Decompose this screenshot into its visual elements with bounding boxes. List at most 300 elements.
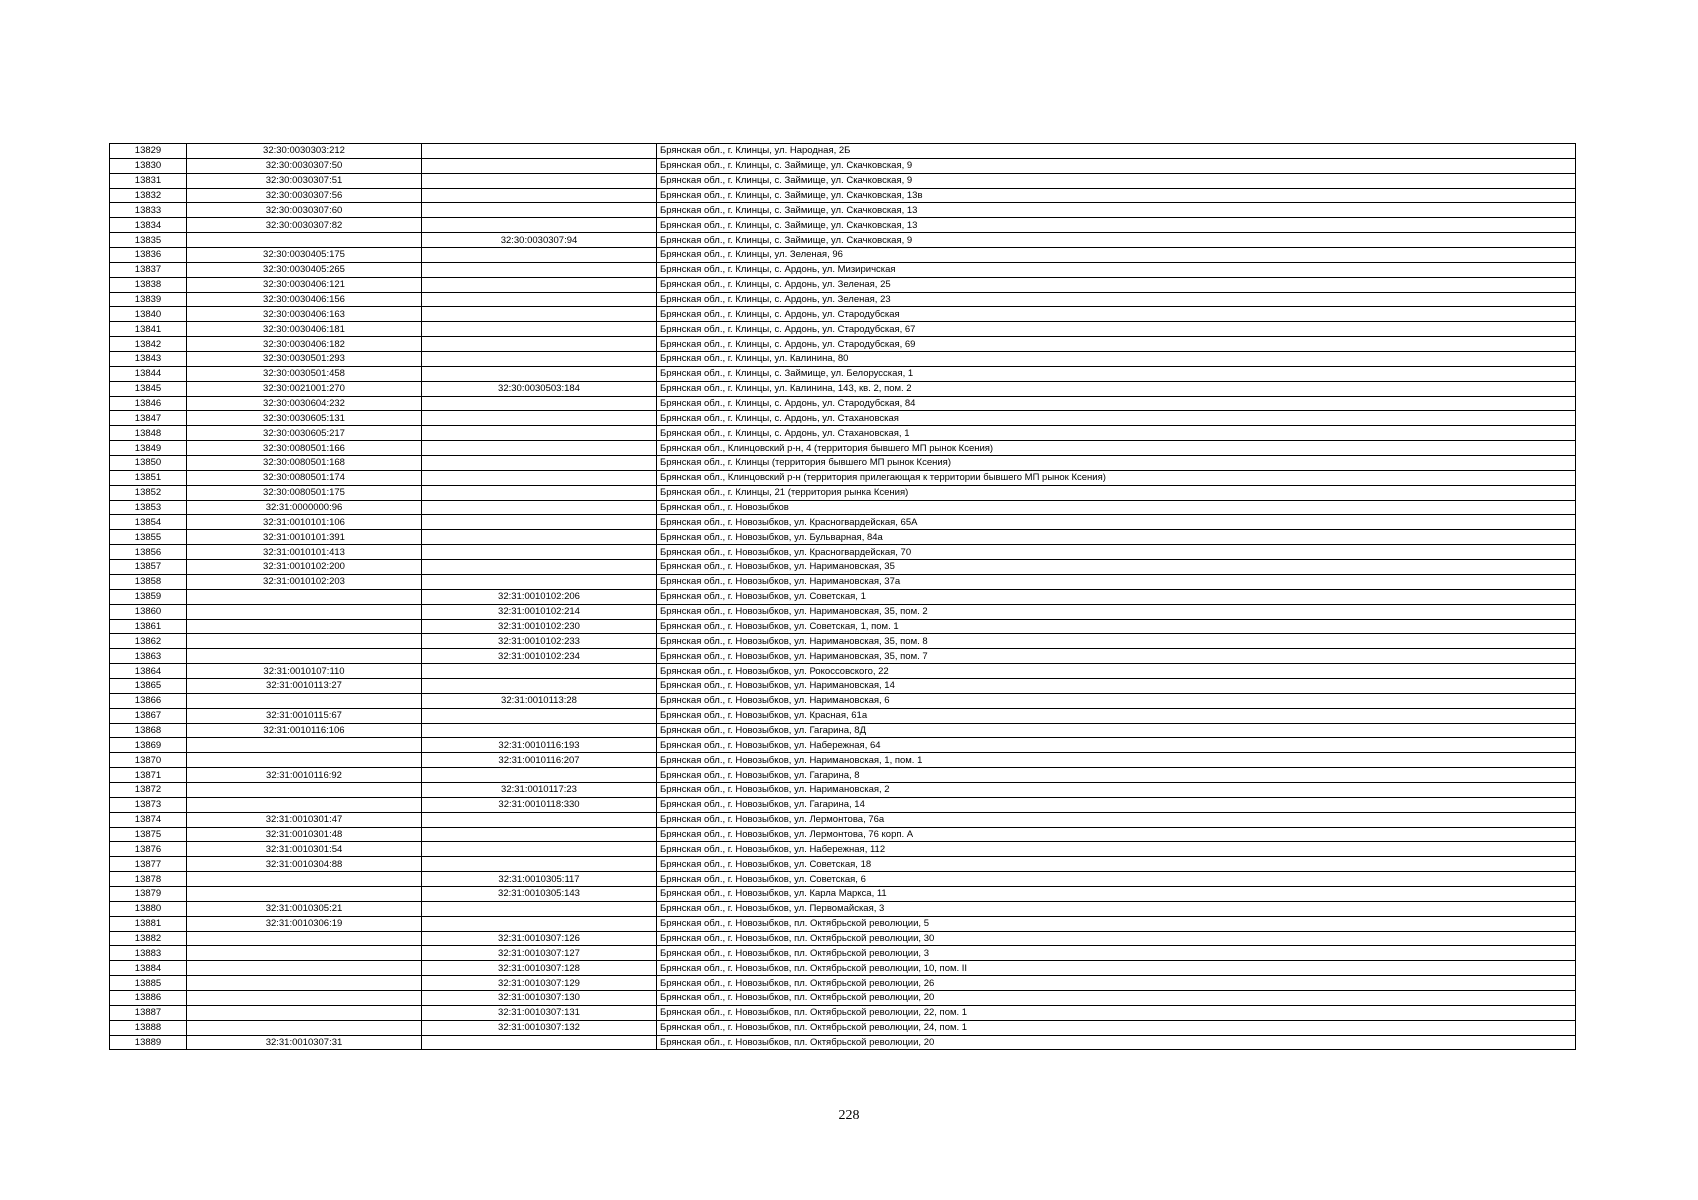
row-number-cell: 13857	[110, 560, 187, 575]
table-row	[110, 649, 1576, 664]
row-number-cell: 13876	[110, 842, 187, 857]
cadastral-number-cell: 32:31:0010116:92	[187, 768, 422, 783]
address-cell: Брянская обл., г. Клинцы, ул. Калинина, 143, кв. 2, пом. 2	[657, 381, 1576, 396]
table-row	[110, 500, 1576, 515]
table-row	[110, 277, 1576, 292]
row-number-cell: 13853	[110, 500, 187, 515]
cadastral-number-cell: 32:31:0010301:48	[187, 827, 422, 842]
table-row	[110, 456, 1576, 471]
table-row	[110, 485, 1576, 500]
table-row	[110, 307, 1576, 322]
cadastral-number-cell: 32:30:0030501:458	[187, 366, 422, 381]
cadastral-number-cell: 32:30:0030307:82	[187, 218, 422, 233]
row-number-cell: 13873	[110, 797, 187, 812]
address-cell: Брянская обл., г. Новозыбков, ул. Советская, 1	[657, 589, 1576, 604]
table-row	[110, 574, 1576, 589]
table-row	[110, 842, 1576, 857]
table-row	[110, 322, 1576, 337]
table-row	[110, 753, 1576, 768]
row-number-cell: 13846	[110, 396, 187, 411]
related-cadastral-number-cell	[422, 441, 657, 456]
cadastral-number-cell: 32:30:0030307:51	[187, 173, 422, 188]
table-row	[110, 545, 1576, 560]
address-cell: Брянская обл., г. Клинцы, с. Ардонь, ул. Стародубская	[657, 307, 1576, 322]
row-number-cell: 13831	[110, 173, 187, 188]
related-cadastral-number-cell	[422, 545, 657, 560]
table-row	[110, 664, 1576, 679]
row-number-cell: 13829	[110, 144, 187, 159]
related-cadastral-number-cell	[422, 203, 657, 218]
row-number-cell: 13882	[110, 931, 187, 946]
table-row	[110, 782, 1576, 797]
related-cadastral-number-cell	[422, 857, 657, 872]
cadastral-number-cell: 32:31:0010101:391	[187, 530, 422, 545]
address-cell: Брянская обл., г. Клинцы, с. Ардонь, ул. Зеленая, 23	[657, 292, 1576, 307]
address-cell: Брянская обл., г. Клинцы, с. Займище, ул. Скачковская, 13	[657, 218, 1576, 233]
row-number-cell: 13885	[110, 976, 187, 991]
cadastral-number-cell: 32:30:0030605:217	[187, 426, 422, 441]
row-number-cell: 13841	[110, 322, 187, 337]
related-cadastral-number-cell	[422, 396, 657, 411]
row-number-cell: 13850	[110, 456, 187, 471]
cadastral-number-cell: 32:31:0010101:106	[187, 515, 422, 530]
address-cell: Брянская обл., г. Клинцы, с. Ардонь, ул. Стахановская, 1	[657, 426, 1576, 441]
related-cadastral-number-cell	[422, 470, 657, 485]
table-row	[110, 827, 1576, 842]
address-cell: Брянская обл., г. Клинцы, с. Займище, ул. Белорусская, 1	[657, 366, 1576, 381]
row-number-cell: 13836	[110, 248, 187, 263]
row-number-cell: 13874	[110, 812, 187, 827]
cadastral-number-cell: 32:30:0030406:181	[187, 322, 422, 337]
row-number-cell: 13834	[110, 218, 187, 233]
related-cadastral-number-cell	[422, 322, 657, 337]
cadastral-number-cell: 32:30:0080501:168	[187, 456, 422, 471]
address-cell: Брянская обл., г. Новозыбков, пл. Октябрьской революции, 5	[657, 916, 1576, 931]
cadastral-number-cell	[187, 946, 422, 961]
cadastral-number-cell: 32:30:0030501:293	[187, 352, 422, 367]
related-cadastral-number-cell	[422, 723, 657, 738]
row-number-cell: 13854	[110, 515, 187, 530]
table-row	[110, 604, 1576, 619]
row-number-cell: 13844	[110, 366, 187, 381]
cadastral-number-cell: 32:31:0010113:27	[187, 678, 422, 693]
row-number-cell: 13877	[110, 857, 187, 872]
row-number-cell: 13886	[110, 990, 187, 1005]
cadastral-number-cell: 32:31:0010116:106	[187, 723, 422, 738]
table-row	[110, 381, 1576, 396]
cadastral-number-cell	[187, 931, 422, 946]
related-cadastral-number-cell	[422, 678, 657, 693]
row-number-cell: 13832	[110, 188, 187, 203]
table-row	[110, 218, 1576, 233]
related-cadastral-number-cell	[422, 530, 657, 545]
related-cadastral-number-cell	[422, 158, 657, 173]
row-number-cell: 13837	[110, 262, 187, 277]
cadastral-number-cell: 32:30:0030303:212	[187, 144, 422, 159]
related-cadastral-number-cell	[422, 456, 657, 471]
related-cadastral-number-cell	[422, 664, 657, 679]
related-cadastral-number-cell	[422, 218, 657, 233]
row-number-cell: 13842	[110, 337, 187, 352]
related-cadastral-number-cell: 32:31:0010102:233	[422, 634, 657, 649]
row-number-cell: 13856	[110, 545, 187, 560]
address-cell: Брянская обл., г. Новозыбков, пл. Октябрьской революции, 26	[657, 976, 1576, 991]
related-cadastral-number-cell: 32:30:0030503:184	[422, 381, 657, 396]
row-number-cell: 13849	[110, 441, 187, 456]
row-number-cell: 13847	[110, 411, 187, 426]
address-cell: Брянская обл., г. Новозыбков, ул. Гагарина, 8Д	[657, 723, 1576, 738]
address-cell: Брянская обл., г. Новозыбков, ул. Советская, 18	[657, 857, 1576, 872]
cadastral-number-cell: 32:30:0080501:175	[187, 485, 422, 500]
row-number-cell: 13887	[110, 1005, 187, 1020]
cadastral-number-cell	[187, 1005, 422, 1020]
address-cell: Брянская обл., г. Клинцы, с. Займище, ул. Скачковская, 9	[657, 233, 1576, 248]
related-cadastral-number-cell	[422, 812, 657, 827]
related-cadastral-number-cell	[422, 500, 657, 515]
address-cell: Брянская обл., г. Новозыбков, ул. Наримановская, 2	[657, 782, 1576, 797]
row-number-cell: 13878	[110, 872, 187, 887]
address-cell: Брянская обл., г. Новозыбков, пл. Октябрьской революции, 20	[657, 1035, 1576, 1050]
related-cadastral-number-cell	[422, 292, 657, 307]
related-cadastral-number-cell	[422, 1035, 657, 1050]
table-row	[110, 292, 1576, 307]
related-cadastral-number-cell: 32:31:0010102:230	[422, 619, 657, 634]
related-cadastral-number-cell	[422, 515, 657, 530]
related-cadastral-number-cell	[422, 352, 657, 367]
related-cadastral-number-cell: 32:31:0010307:130	[422, 990, 657, 1005]
address-cell: Брянская обл., г. Клинцы, с. Ардонь, ул. Зеленая, 25	[657, 277, 1576, 292]
row-number-cell: 13884	[110, 961, 187, 976]
row-number-cell: 13843	[110, 352, 187, 367]
address-cell: Брянская обл., г. Новозыбков, ул. Наримановская, 35, пом. 8	[657, 634, 1576, 649]
table-row	[110, 470, 1576, 485]
table-row	[110, 188, 1576, 203]
row-number-cell: 13830	[110, 158, 187, 173]
cadastral-number-cell: 32:31:0010107:110	[187, 664, 422, 679]
table-row	[110, 634, 1576, 649]
table-row	[110, 396, 1576, 411]
table-row	[110, 560, 1576, 575]
related-cadastral-number-cell: 32:31:0010116:193	[422, 738, 657, 753]
table-row	[110, 812, 1576, 827]
table-row	[110, 233, 1576, 248]
row-number-cell: 13848	[110, 426, 187, 441]
cadastral-number-cell: 32:31:0010305:21	[187, 901, 422, 916]
address-cell: Брянская обл., г. Новозыбков, ул. Рокоссовского, 22	[657, 664, 1576, 679]
cadastral-number-cell: 32:30:0030307:60	[187, 203, 422, 218]
address-cell: Брянская обл., г. Клинцы, с. Займище, ул. Скачковская, 9	[657, 173, 1576, 188]
table-row	[110, 619, 1576, 634]
property-register-table	[109, 143, 1576, 1050]
address-cell: Брянская обл., г. Новозыбков, ул. Набережная, 112	[657, 842, 1576, 857]
related-cadastral-number-cell	[422, 916, 657, 931]
address-cell: Брянская обл., г. Клинцы, ул. Народная, 2Б	[657, 144, 1576, 159]
cadastral-number-cell	[187, 634, 422, 649]
related-cadastral-number-cell	[422, 901, 657, 916]
table-row	[110, 366, 1576, 381]
address-cell: Брянская обл., г. Новозыбков, ул. Первомайская, 3	[657, 901, 1576, 916]
address-cell: Брянская обл., г. Новозыбков, ул. Наримановская, 35, пом. 7	[657, 649, 1576, 664]
address-cell: Брянская обл., г. Новозыбков, ул. Красногвардейская, 70	[657, 545, 1576, 560]
row-number-cell: 13871	[110, 768, 187, 783]
cadastral-number-cell: 32:30:0021001:270	[187, 381, 422, 396]
related-cadastral-number-cell	[422, 144, 657, 159]
table-row	[110, 976, 1576, 991]
cadastral-number-cell: 32:30:0030406:163	[187, 307, 422, 322]
cadastral-number-cell: 32:31:0010306:19	[187, 916, 422, 931]
table-row	[110, 738, 1576, 753]
cadastral-number-cell	[187, 693, 422, 708]
related-cadastral-number-cell: 32:31:0010307:127	[422, 946, 657, 961]
row-number-cell: 13880	[110, 901, 187, 916]
row-number-cell: 13860	[110, 604, 187, 619]
table-row	[110, 946, 1576, 961]
cadastral-number-cell: 32:30:0030604:232	[187, 396, 422, 411]
table-row	[110, 901, 1576, 916]
related-cadastral-number-cell	[422, 768, 657, 783]
address-cell: Брянская обл., г. Клинцы, ул. Зеленая, 96	[657, 248, 1576, 263]
address-cell: Брянская обл., г. Клинцы, с. Ардонь, ул. Стародубская, 84	[657, 396, 1576, 411]
address-cell: Брянская обл., г. Новозыбков	[657, 500, 1576, 515]
cadastral-number-cell: 32:30:0030405:175	[187, 248, 422, 263]
row-number-cell: 13865	[110, 678, 187, 693]
address-cell: Брянская обл., г. Клинцы, ул. Калинина, 80	[657, 352, 1576, 367]
related-cadastral-number-cell: 32:31:0010307:128	[422, 961, 657, 976]
cadastral-number-cell	[187, 961, 422, 976]
table-row	[110, 678, 1576, 693]
address-cell: Брянская обл., г. Клинцы, с. Ардонь, ул. Стахановская	[657, 411, 1576, 426]
cadastral-number-cell: 32:30:0080501:166	[187, 441, 422, 456]
cadastral-number-cell: 32:30:0030405:265	[187, 262, 422, 277]
address-cell: Брянская обл., г. Клинцы, с. Займище, ул. Скачковская, 9	[657, 158, 1576, 173]
row-number-cell: 13872	[110, 782, 187, 797]
row-number-cell: 13868	[110, 723, 187, 738]
cadastral-number-cell	[187, 872, 422, 887]
cadastral-number-cell	[187, 753, 422, 768]
table-row	[110, 441, 1576, 456]
table-row	[110, 990, 1576, 1005]
table-row	[110, 530, 1576, 545]
related-cadastral-number-cell: 32:31:0010113:28	[422, 693, 657, 708]
cadastral-number-cell	[187, 976, 422, 991]
address-cell: Брянская обл., г. Клинцы, 21 (территория рынка Ксения)	[657, 485, 1576, 500]
page-number: 228	[838, 1108, 860, 1123]
related-cadastral-number-cell: 32:30:0030307:94	[422, 233, 657, 248]
table-row	[110, 173, 1576, 188]
cadastral-number-cell	[187, 589, 422, 604]
address-cell: Брянская обл., г. Новозыбков, пл. Октябрьской революции, 10, пом. II	[657, 961, 1576, 976]
table-row	[110, 886, 1576, 901]
table-row	[110, 857, 1576, 872]
row-number-cell: 13869	[110, 738, 187, 753]
cadastral-number-cell	[187, 233, 422, 248]
cadastral-number-cell: 32:31:0010101:413	[187, 545, 422, 560]
cadastral-number-cell: 32:31:0010102:200	[187, 560, 422, 575]
table-body	[110, 144, 1576, 1050]
cadastral-number-cell: 32:31:0010307:31	[187, 1035, 422, 1050]
cadastral-number-cell: 32:31:0010301:54	[187, 842, 422, 857]
table-row	[110, 144, 1576, 159]
address-cell: Брянская обл., г. Новозыбков, ул. Наримановская, 37а	[657, 574, 1576, 589]
row-number-cell: 13851	[110, 470, 187, 485]
cadastral-number-cell: 32:31:0010304:88	[187, 857, 422, 872]
address-cell: Брянская обл., г. Новозыбков, пл. Октябрьской революции, 24, пом. 1	[657, 1020, 1576, 1035]
address-cell: Брянская обл., г. Новозыбков, ул. Бульварная, 84а	[657, 530, 1576, 545]
table-row	[110, 1020, 1576, 1035]
address-cell: Брянская обл., г. Новозыбков, ул. Красногвардейская, 65А	[657, 515, 1576, 530]
related-cadastral-number-cell	[422, 426, 657, 441]
row-number-cell: 13859	[110, 589, 187, 604]
cadastral-number-cell: 32:30:0030406:156	[187, 292, 422, 307]
row-number-cell: 13867	[110, 708, 187, 723]
address-cell: Брянская обл., г. Новозыбков, ул. Наримановская, 1, пом. 1	[657, 753, 1576, 768]
address-cell: Брянская обл., г. Новозыбков, ул. Наримановская, 35, пом. 2	[657, 604, 1576, 619]
address-cell: Брянская обл., г. Клинцы, с. Займище, ул. Скачковская, 13	[657, 203, 1576, 218]
related-cadastral-number-cell	[422, 337, 657, 352]
related-cadastral-number-cell: 32:31:0010307:132	[422, 1020, 657, 1035]
row-number-cell: 13875	[110, 827, 187, 842]
address-cell: Брянская обл., г. Новозыбков, пл. Октябрьской революции, 22, пом. 1	[657, 1005, 1576, 1020]
row-number-cell: 13840	[110, 307, 187, 322]
related-cadastral-number-cell: 32:31:0010307:129	[422, 976, 657, 991]
address-cell: Брянская обл., г. Новозыбков, ул. Гагарина, 8	[657, 768, 1576, 783]
address-cell: Брянская обл., г. Новозыбков, ул. Советская, 6	[657, 872, 1576, 887]
row-number-cell: 13863	[110, 649, 187, 664]
cadastral-number-cell	[187, 797, 422, 812]
address-cell: Брянская обл., г. Новозыбков, ул. Лермонтова, 76а	[657, 812, 1576, 827]
address-cell: Брянская обл., г. Клинцы, с. Ардонь, ул. Стародубская, 69	[657, 337, 1576, 352]
row-number-cell: 13881	[110, 916, 187, 931]
address-cell: Брянская обл., г. Клинцы (территория бывшего МП рынок Ксения)	[657, 456, 1576, 471]
table-row	[110, 768, 1576, 783]
cadastral-number-cell: 32:30:0080501:174	[187, 470, 422, 485]
cadastral-number-cell	[187, 619, 422, 634]
address-cell: Брянская обл., г. Новозыбков, пл. Октябрьской революции, 30	[657, 931, 1576, 946]
cadastral-number-cell: 32:31:0010102:203	[187, 574, 422, 589]
address-cell: Брянская обл., г. Новозыбков, ул. Карла Маркса, 11	[657, 886, 1576, 901]
address-cell: Брянская обл., г. Клинцы, с. Ардонь, ул. Стародубская, 67	[657, 322, 1576, 337]
table-row	[110, 589, 1576, 604]
related-cadastral-number-cell: 32:31:0010307:126	[422, 931, 657, 946]
cadastral-number-cell: 32:31:0010115:67	[187, 708, 422, 723]
cadastral-number-cell	[187, 738, 422, 753]
table-row	[110, 411, 1576, 426]
table-row	[110, 708, 1576, 723]
related-cadastral-number-cell: 32:31:0010116:207	[422, 753, 657, 768]
table-row	[110, 248, 1576, 263]
row-number-cell: 13866	[110, 693, 187, 708]
table-row	[110, 872, 1576, 887]
related-cadastral-number-cell	[422, 307, 657, 322]
row-number-cell: 13879	[110, 886, 187, 901]
address-cell: Брянская обл., г. Новозыбков, ул. Красная, 61а	[657, 708, 1576, 723]
related-cadastral-number-cell	[422, 842, 657, 857]
row-number-cell: 13838	[110, 277, 187, 292]
address-cell: Брянская обл., г. Новозыбков, ул. Наримановская, 14	[657, 678, 1576, 693]
table-row	[110, 158, 1576, 173]
related-cadastral-number-cell: 32:31:0010102:214	[422, 604, 657, 619]
related-cadastral-number-cell	[422, 188, 657, 203]
table-row	[110, 797, 1576, 812]
related-cadastral-number-cell	[422, 173, 657, 188]
table-row	[110, 426, 1576, 441]
address-cell: Брянская обл., Клинцовский р-н, 4 (территория бывшего МП рынок Ксения)	[657, 441, 1576, 456]
related-cadastral-number-cell: 32:31:0010102:234	[422, 649, 657, 664]
row-number-cell: 13888	[110, 1020, 187, 1035]
related-cadastral-number-cell	[422, 485, 657, 500]
address-cell: Брянская обл., г. Новозыбков, пл. Октябрьской революции, 20	[657, 990, 1576, 1005]
table-row	[110, 961, 1576, 976]
address-cell: Брянская обл., Клинцовский р-н (территория прилегающая к территории бывшего МП рынок Ксения)	[657, 470, 1576, 485]
row-number-cell: 13858	[110, 574, 187, 589]
row-number-cell: 13883	[110, 946, 187, 961]
related-cadastral-number-cell: 32:31:0010117:23	[422, 782, 657, 797]
table-row	[110, 693, 1576, 708]
row-number-cell: 13845	[110, 381, 187, 396]
related-cadastral-number-cell	[422, 574, 657, 589]
table-row	[110, 262, 1576, 277]
table-row	[110, 203, 1576, 218]
cadastral-number-cell	[187, 649, 422, 664]
cadastral-number-cell: 32:30:0030406:182	[187, 337, 422, 352]
table-row	[110, 723, 1576, 738]
table-row	[110, 1035, 1576, 1050]
address-cell: Брянская обл., г. Новозыбков, пл. Октябрьской революции, 3	[657, 946, 1576, 961]
related-cadastral-number-cell	[422, 560, 657, 575]
table-row	[110, 931, 1576, 946]
cadastral-number-cell	[187, 604, 422, 619]
row-number-cell: 13833	[110, 203, 187, 218]
row-number-cell: 13852	[110, 485, 187, 500]
table-row	[110, 515, 1576, 530]
address-cell: Брянская обл., г. Новозыбков, ул. Советская, 1, пом. 1	[657, 619, 1576, 634]
related-cadastral-number-cell	[422, 708, 657, 723]
cadastral-number-cell: 32:31:0000000:96	[187, 500, 422, 515]
related-cadastral-number-cell	[422, 248, 657, 263]
cadastral-number-cell: 32:30:0030307:56	[187, 188, 422, 203]
related-cadastral-number-cell: 32:31:0010305:143	[422, 886, 657, 901]
table-row	[110, 352, 1576, 367]
row-number-cell: 13839	[110, 292, 187, 307]
address-cell: Брянская обл., г. Клинцы, с. Займище, ул. Скачковская, 13в	[657, 188, 1576, 203]
row-number-cell: 13862	[110, 634, 187, 649]
row-number-cell: 13835	[110, 233, 187, 248]
row-number-cell: 13855	[110, 530, 187, 545]
address-cell: Брянская обл., г. Новозыбков, ул. Гагарина, 14	[657, 797, 1576, 812]
related-cadastral-number-cell	[422, 366, 657, 381]
cadastral-number-cell	[187, 782, 422, 797]
cadastral-number-cell: 32:31:0010301:47	[187, 812, 422, 827]
row-number-cell: 13870	[110, 753, 187, 768]
address-cell: Брянская обл., г. Клинцы, с. Ардонь, ул. Мизиричская	[657, 262, 1576, 277]
table-row	[110, 337, 1576, 352]
address-cell: Брянская обл., г. Новозыбков, ул. Набережная, 64	[657, 738, 1576, 753]
row-number-cell: 13864	[110, 664, 187, 679]
cadastral-number-cell	[187, 1020, 422, 1035]
table-row	[110, 1005, 1576, 1020]
address-cell: Брянская обл., г. Новозыбков, ул. Наримановская, 6	[657, 693, 1576, 708]
related-cadastral-number-cell	[422, 827, 657, 842]
cadastral-number-cell: 32:30:0030605:131	[187, 411, 422, 426]
cadastral-number-cell	[187, 886, 422, 901]
table-row	[110, 916, 1576, 931]
related-cadastral-number-cell	[422, 277, 657, 292]
address-cell: Брянская обл., г. Новозыбков, ул. Лермонтова, 76 корп. А	[657, 827, 1576, 842]
related-cadastral-number-cell: 32:31:0010307:131	[422, 1005, 657, 1020]
address-cell: Брянская обл., г. Новозыбков, ул. Наримановская, 35	[657, 560, 1576, 575]
cadastral-number-cell: 32:30:0030406:121	[187, 277, 422, 292]
cadastral-number-cell	[187, 990, 422, 1005]
